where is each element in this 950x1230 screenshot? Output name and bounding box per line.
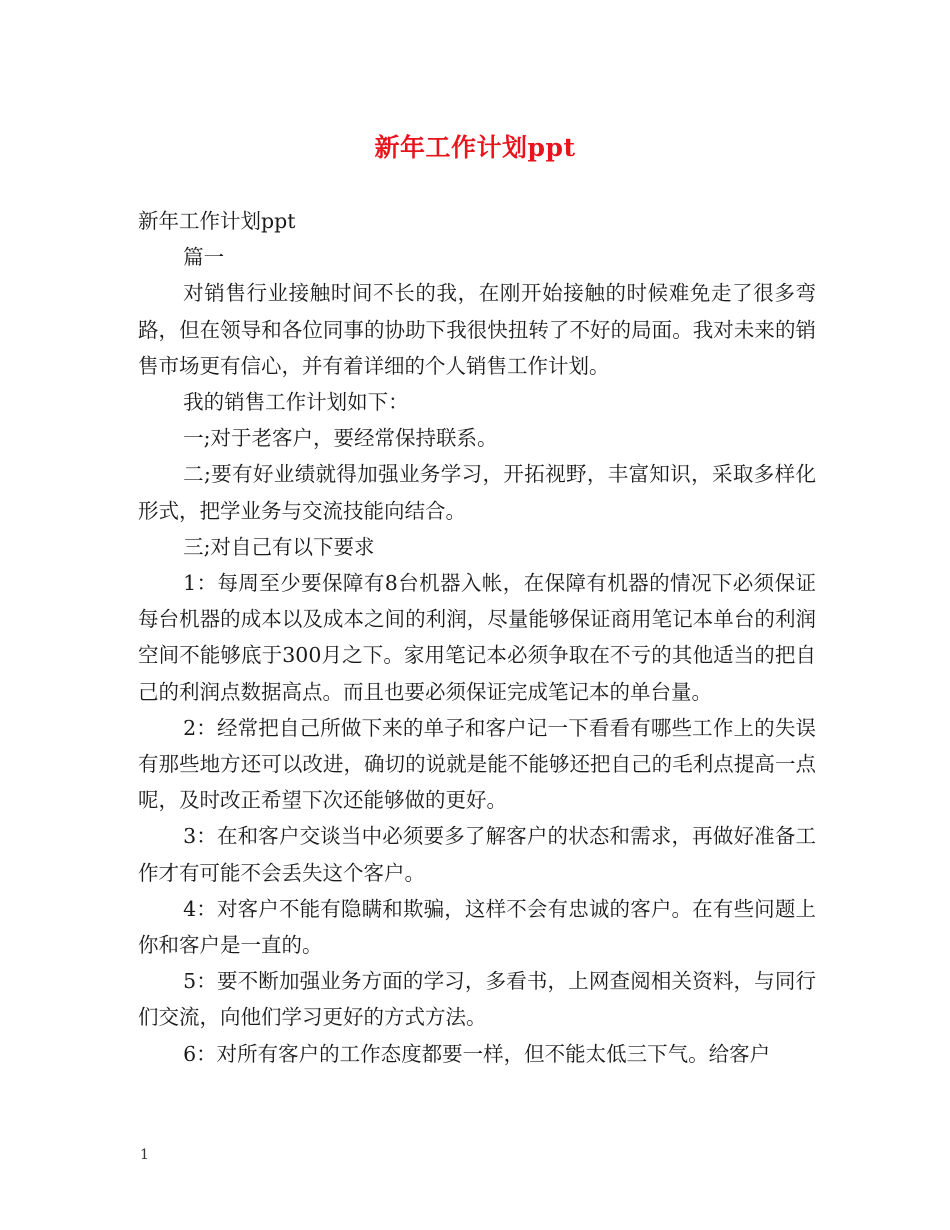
paragraph-section-label: 篇一 (183, 245, 225, 270)
paragraph-requirement-4: 4：对客户不能有隐瞒和欺骗，这样不会有忠诚的客户。在有些问题上你和客户是一直的。 (138, 896, 816, 958)
page-title: 新年工作计划ppt (374, 133, 576, 162)
paragraph-subtitle: 新年工作计划ppt (138, 209, 296, 233)
paragraph-requirement-5: 5：要不断加强业务方面的学习，多看书，上网查阅相关资料，与同行们交流，向他们学习更好的方式方法。 (138, 969, 816, 1030)
page-number: 1 (140, 1147, 149, 1163)
paragraph-requirement-2: 2：经常把自己所做下来的单子和客户记一下看看有哪些工作上的失误有那些地方还可以改进，确切的说就是能不能够还把自己的毛利点提高一点呢，及时改正希望下次还能够做的更好。 (138, 715, 816, 813)
paragraph-item-3: 三;对自己有以下要求 (183, 534, 375, 559)
paragraph-item-2: 二;要有好业绩就得加强业务学习，开拓视野，丰富知识，采取多样化形式，把学业务与交流技能向结合。 (138, 462, 816, 523)
paragraph-requirement-6: 6：对所有客户的工作态度都要一样，但不能太低三下气。给客户 (183, 1041, 771, 1066)
paragraph-item-1: 一;对于老客户，要经常保持联系。 (183, 426, 498, 451)
paragraph-plan-heading: 我的销售工作计划如下： (183, 390, 409, 415)
paragraph-requirement-1: 1：每周至少要保障有8台机器入帐，在保障有机器的情况下必须保证每台机器的成本以及成本之间的利润，尽量能够保证商用笔记本单台的利润空间不能够底于300月之下。家用笔记本必须争取在不亏的其他适当的把自己的利润点数据高点。而且也要必须保证完成笔记本的单台量。 (138, 571, 816, 704)
paragraph-intro: 对销售行业接触时间不长的我，在刚开始接触的时候难免走了很多弯路，但在领导和各位同事的协助下我很快扭转了不好的局面。我对未来的销售市场更有信心，并有着详细的个人销售工作计划。 (138, 281, 816, 378)
paragraph-requirement-3: 3：在和客户交谈当中必须要多了解客户的状态和需求，再做好准备工作才有可能不会丢失这个客户。 (138, 824, 816, 885)
document-body (138, 203, 816, 1072)
